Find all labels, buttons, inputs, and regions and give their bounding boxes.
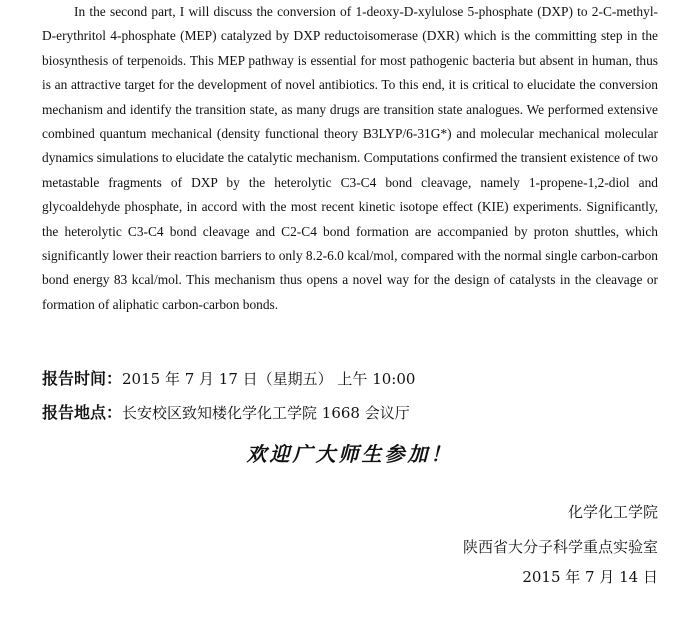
welcome-message: 欢迎广大师生参加！ [246,442,454,466]
signature-date: 2015 年 7 月 14 日 [522,568,658,586]
report-place-line [42,403,410,424]
report-time-value: 2015 年 7 月 17 日（星期五） 上午 10:00 [122,370,416,388]
abstract-paragraph: In the second part, I will discuss the conversion of 1-deoxy-D-xylulose 5-phosphate (DXP) to 2-C-methyl-D-erythritol 4-phosphate (MEP) catalyzed by DXP reductoisomerase (DXR) which is the committing step in the biosynthesis of terpenoids. This MEP pathway is essential for most pathogenic bacteria but absent in human, thus is an attractive target for the development of novel antibiotics. To this end, it is critical to elucidate the conversion mechanism and identify the transition state, as many drugs are transition state analogues. We performed extensive combined quantum mechanical (density functional theory B3LYP/6-31G*) and molecular mechanical molecular dynamics simulations to elucidate the catalytic mechanism. Computations confirmed the transient existence of two metastable fragments of DXP by the heterolytic C3-C4 bond cleavage, namely 1-propene-1,2-diol and glycoaldehyde phosphate, in accord with the most recent kinetic isotope effect (KIE) experiments. Significantly, the heterolytic C3-C4 bond cleavage and C2-C4 bond formation are accompanied by proton shuttles, which significantly lower their reaction barriers to only 8.2-6.0 kcal/mol, compared with the normal single carbon-carbon bond energy 83 kcal/mol. This mechanism thus opens a novel way for the design of catalysts in the cleavage or formation of aliphatic carbon-carbon bonds. [42,4,658,312]
report-time-label: 报告时间： [42,369,123,388]
report-place-value: 长安校区致知楼化学化工学院 1668 会议厅 [122,404,410,422]
report-time-line [42,369,415,390]
report-place-label: 报告地点： [42,403,123,422]
signature-lab: 陕西省大分子科学重点实验室 [462,538,658,556]
signature-department: 化学化工学院 [567,503,658,521]
